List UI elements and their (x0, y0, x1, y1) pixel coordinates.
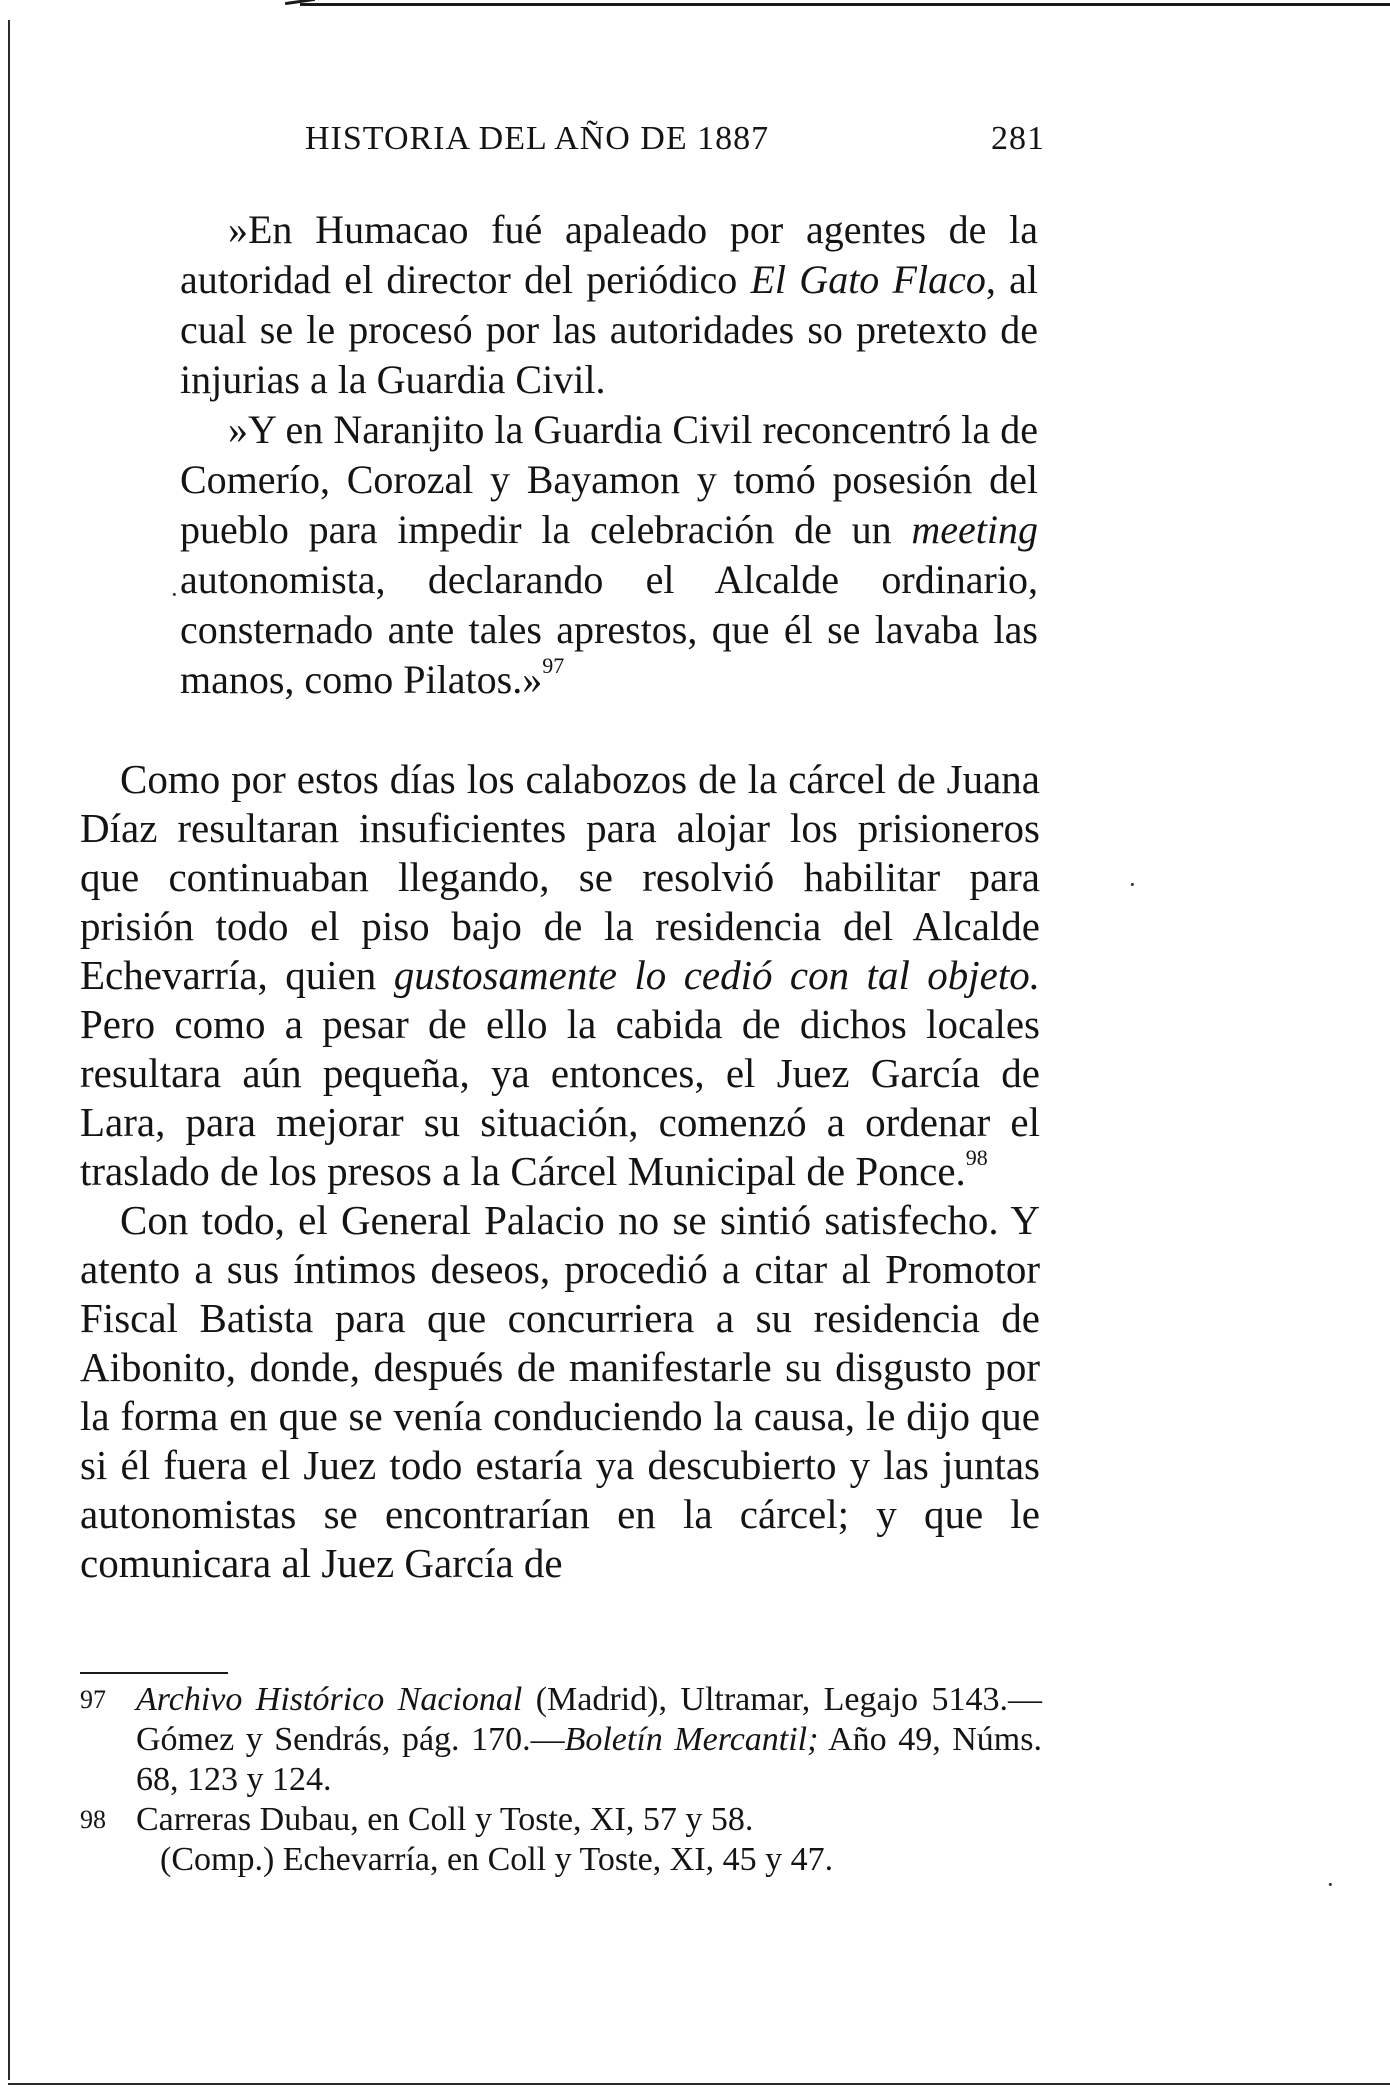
footnote-ref-98: 98 (965, 1145, 988, 1170)
running-header (305, 120, 1045, 170)
footnote-rule (80, 1672, 228, 1674)
body-text: Pero como a pesar de ello la cabida de dichos locales resultara aún pequeña, ya entonces, el Juez García de Lara, para mejorar su situación, comenzó a ordenar el traslado de los presos a la Cárcel Municipal de Ponce. (80, 1001, 1040, 1194)
footnote-text: (Madrid), Ultramar, Legajo 5143.—Gómez y Sendrás, pág. 170.— (136, 1681, 1042, 1758)
footnote-number: 97 (80, 1685, 106, 1714)
footnote-97 (80, 1680, 1042, 1800)
footnote-number: 98 (80, 1805, 106, 1834)
quote-text: , al cual se le procesó por las autoridades so pretexto de injurias a la Guardia Civil. (180, 257, 1038, 402)
footnote-ref-97: 97 (542, 653, 565, 678)
quote-text: »En Humacao fué apaleado por agentes de la autoridad el director del periódico (180, 207, 1038, 302)
quote-text: autonomista, declarando el Alcalde ordinario, consternado ante tales aprestos, que él se lavaba las manos, como Pilatos.» (180, 557, 1038, 702)
page-top-edge (0, 0, 1390, 6)
italic-phrase: gustosamente lo cedió con tal objeto. (393, 952, 1041, 998)
stray-mark: · (1128, 870, 1137, 899)
stray-mark: · (1326, 1870, 1335, 1899)
archive-title: Archivo Histórico Nacional (136, 1681, 523, 1718)
bulletin-title: Boletín Mercantil; (564, 1721, 819, 1758)
page-bottom-edge (8, 2083, 1390, 2085)
running-title: HISTORIA DEL AÑO DE 1887 (305, 120, 770, 157)
main-text (80, 755, 1040, 1588)
quote-paragraph-1 (180, 205, 1038, 405)
footnote-text: (Comp.) Echevarría, en Coll y Toste, XI, 45 y 47. (160, 1841, 834, 1878)
footnotes (80, 1680, 1042, 1880)
newspaper-title: El Gato Flaco (750, 257, 986, 302)
page-number: 281 (991, 120, 1045, 157)
body-paragraph-1 (80, 755, 1040, 1196)
page-left-edge (8, 20, 10, 2080)
footnote-text: Año 49, Núms. 68, 123 y 124. (136, 1721, 1042, 1798)
quote-paragraph-2 (180, 405, 1038, 705)
italic-term: meeting (911, 507, 1038, 552)
quote-text: »Y en Naranjito la Guardia Civil reconcentró la de Comerío, Corozal y Bayamon y tomó posesión del pueblo para impedir la celebración de un (180, 407, 1038, 552)
quoted-passage (180, 205, 1038, 705)
footnote-text: Carreras Dubau, en Coll y Toste, XI, 57 y 58. (136, 1801, 754, 1838)
body-text: Como por estos días los calabozos de la cárcel de Juana Díaz resultaran insuficientes para alojar los prisioneros que continuaban llegando, se resolvió habilitar para prisión todo el piso bajo de la residencia del Alcalde Echevarría, quien (80, 756, 1040, 998)
footnote-98 (80, 1800, 1042, 1880)
body-paragraph-2: Con todo, el General Palacio no se sintió satisfecho. Y atento a sus íntimos deseos, procedió a citar al Promotor Fiscal Batista para que concurriera a su residencia de Aibonito, donde, después de manifestarle su disgusto por la forma en que se venía conduciendo la causa, le dijo que si él fuera el Juez todo estaría ya descubierto y las juntas autonomistas se encontrarían en la cárcel; y que le comunicara al Juez García de (80, 1197, 1040, 1586)
stray-mark: · (170, 580, 179, 609)
